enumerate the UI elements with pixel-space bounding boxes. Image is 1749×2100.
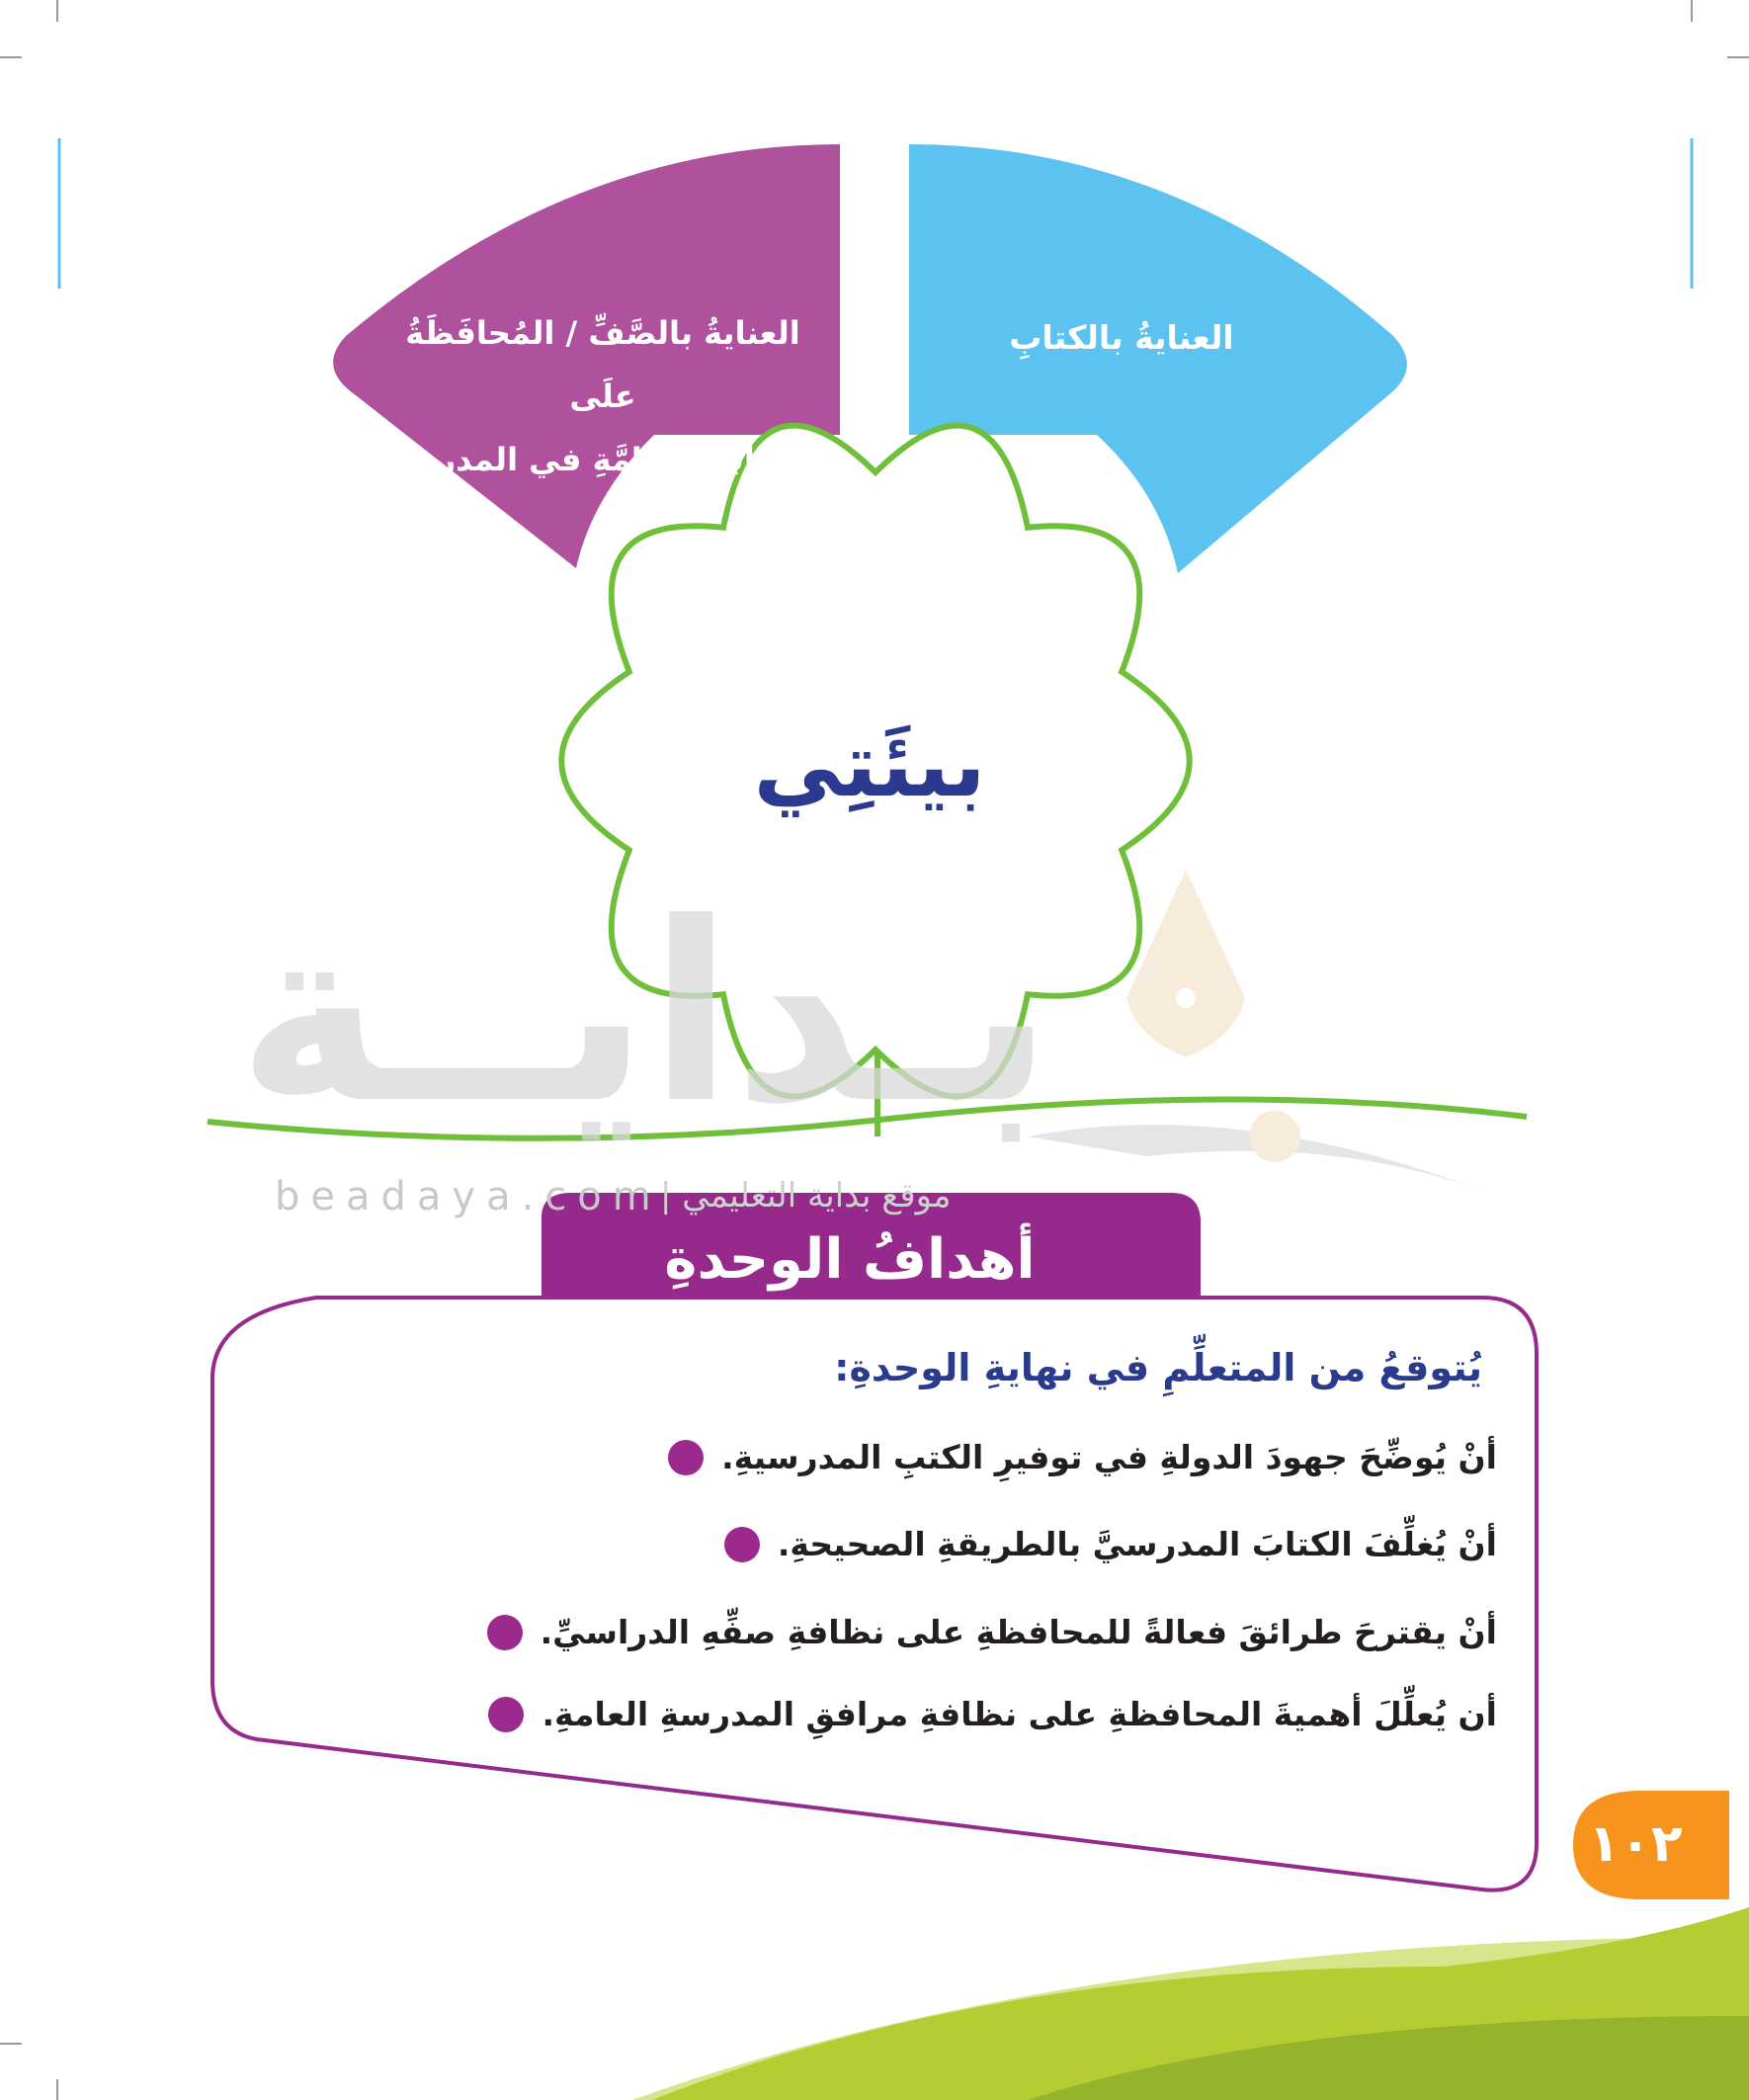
objective-text: أن يُعلِّلَ أهميةَ المحافظةِ على نظافةِ مرافقِ المدرسةِ العامةِ. <box>541 1695 1497 1733</box>
page-number: ١٠٢ <box>1588 1814 1683 1874</box>
bullet-icon <box>487 1615 523 1650</box>
objective-text: أنْ يُوضِّحَ جهودَ الدولةِ في توفيرِ الكتبِ المدرسيةِ. <box>721 1438 1497 1476</box>
unit-title: بيئَتِي <box>753 714 986 817</box>
watermark-tagline: موقع بداية التعليمي | <box>660 1176 952 1216</box>
bullet-icon <box>724 1527 760 1562</box>
objective-text: أنْ يقترحَ طرائقَ فعالةً للمحافظةِ على نظافةِ صفِّهِ الدراسيِّ. <box>540 1613 1497 1651</box>
purple-sector-line-1: العنايةُ بالصَّفِّ / المُحافَظَةُ علَى <box>405 314 800 415</box>
objective-item <box>668 1438 1497 1476</box>
purple-sector-line-2: المَرافِقِ العامَّةِ في المدرسةِ <box>386 441 819 478</box>
blue-sector-label: العنايةُ بالكتابِ <box>1009 318 1234 357</box>
objective-item <box>488 1695 1497 1733</box>
objective-item <box>487 1613 1497 1651</box>
objectives-header: أهدافُ الوحدةِ <box>664 1227 1036 1292</box>
objectives-intro: يُتوقعُ من المتعلِّمِ في نهايةِ الوحدةِ: <box>834 1346 1482 1389</box>
objective-text: أنْ يُغلِّفَ الكتابَ المدرسيَّ بالطريقةِ الصحيحةِ. <box>777 1525 1497 1563</box>
bullet-icon <box>668 1440 704 1475</box>
watermark-url: beadaya.com <box>275 1174 662 1219</box>
bullet-icon <box>488 1697 524 1732</box>
objective-item <box>724 1525 1497 1563</box>
purple-sector-label <box>385 301 820 491</box>
watermark-logo-text: بـدايــة <box>237 870 1053 1157</box>
